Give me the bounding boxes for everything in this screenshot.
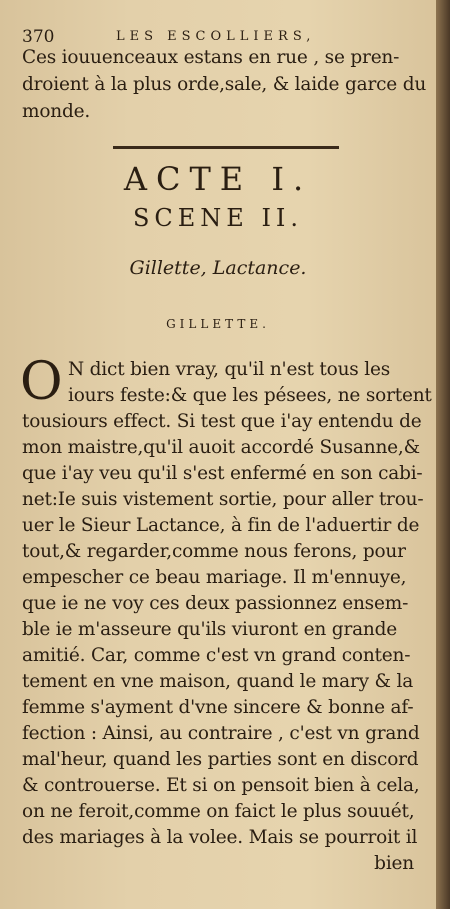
text-line: net:Ie suis vistement sortie, pour aller trou- [22,489,424,510]
text-line: que i'ay veu qu'il s'est enfermé en son cabi- [22,463,423,484]
text-line: Ces iouuenceaux estans en rue , se pren- [22,47,400,68]
dramatis-personae: Gillette, Lactance. [129,257,307,279]
text-line: droient à la plus orde,sale, & laide garce du [22,74,427,95]
text-line: ble ie m'asseure qu'ils viuront en grande [22,619,398,640]
text-line: tement en vne maison, quand le mary & la [22,671,414,692]
text-line: N dict bien vray, qu'il n'est tous les [68,359,391,380]
text-line: des mariages à la volee. Mais se pourroit il [22,827,418,848]
section-rule [113,146,339,149]
page-edge [436,0,450,909]
text-line: femme s'ayment d'vne sincere & bonne af- [22,697,414,718]
catchword: bien [374,853,414,874]
text-line: on ne feroit,comme on faict le plus souuét, [22,801,415,822]
text-line: que ie ne voy ces deux passionnez ensem- [22,593,409,614]
scene-heading: SCENE II. [132,204,304,232]
running-title: LES ESCOLLIERS, [116,29,316,44]
speaker-name: GILLETTE. [166,317,270,331]
text-line: iours feste:& que les pésees, ne sortent [68,385,432,406]
text-line: tout,& regarder,comme nous ferons, pour [22,541,406,562]
text-line: monde. [22,101,91,122]
running-head [22,26,414,48]
text-line: amitié. Car, comme c'est vn grand conten- [22,645,411,666]
text-line: fection : Ainsi, au contraire , c'est vn grand [22,723,420,744]
text-line: tousiours effect. Si test que i'ay entendu de [22,411,422,432]
text-line: & controuerse. Et si on pensoit bien à cela, [22,775,420,796]
page-number: 370 [22,27,55,47]
act-heading: ACTE I. [123,160,313,198]
text-line: mal'heur, quand les parties sont en discord [22,749,419,770]
text-line: empescher ce beau mariage. Il m'ennuye, [22,567,407,588]
drop-cap: O [20,352,63,412]
text-line: mon maistre,qu'il auoit accordé Susanne,& [22,437,420,458]
text-line: uer le Sieur Lactance, à fin de l'aduertir de [22,515,420,536]
